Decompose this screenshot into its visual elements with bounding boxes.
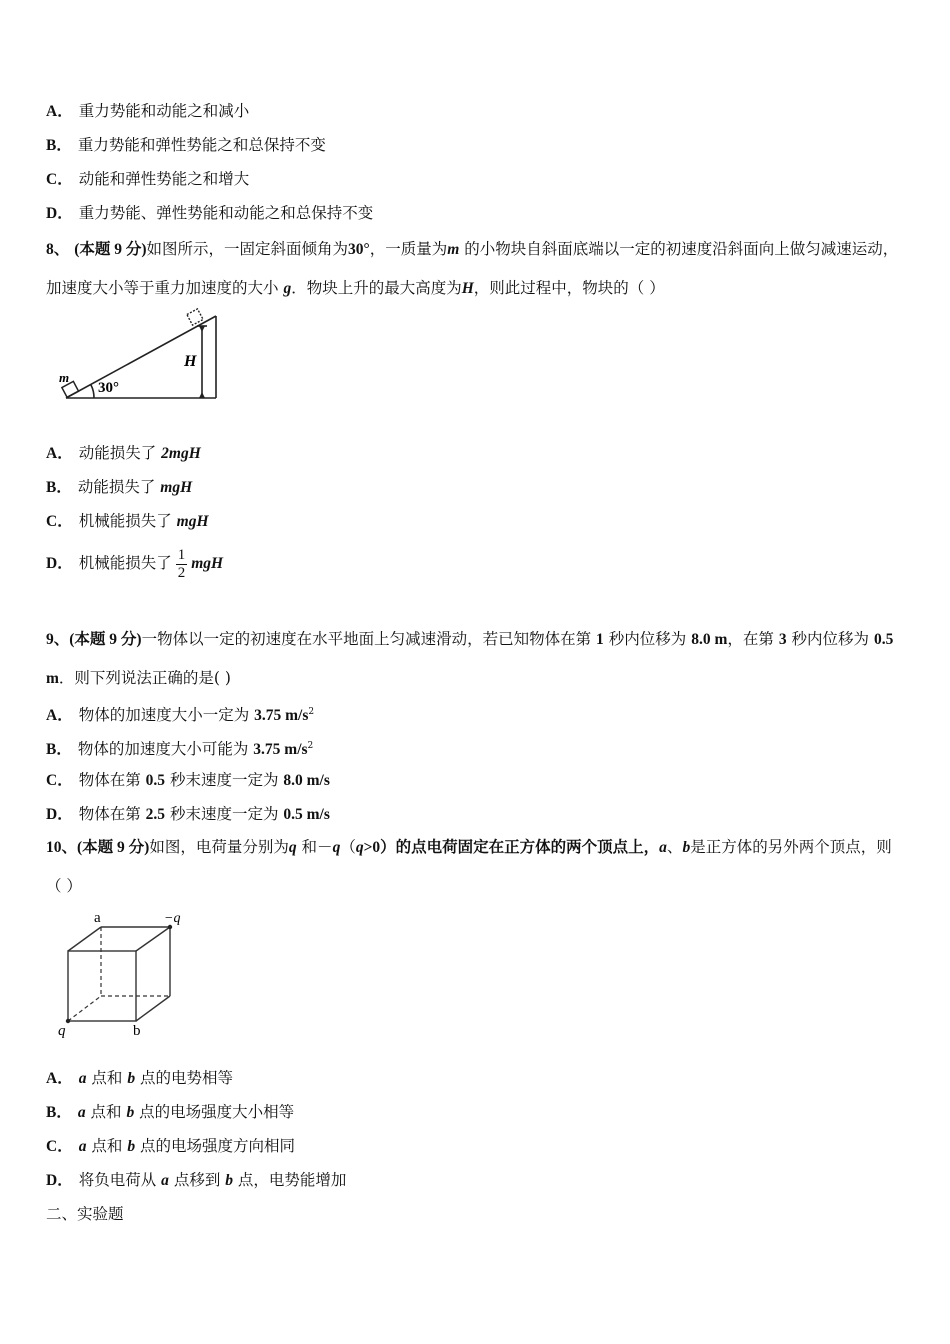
q7-option-d: D． 重力势能、弹性势能和动能之和总保持不变 [46,204,374,222]
charge-negative-label: −q [164,911,181,926]
q7-option-c: C． 动能和弹性势能之和增大 [46,170,250,188]
q9-stem: 9、(本题 9 分)一物体以一定的初速度在水平地面上匀减速滑动，若已知物体在第 1 秒内位移为 8.0 m，在第 3 秒内位移为 0.5 m．则下列说法正确的是( ) [46,630,894,687]
incline-figure [56,308,226,408]
q7-option-a: A． 重力势能和动能之和减小 [46,102,250,120]
vertex-b-label: b [133,1023,141,1039]
q8-option-c: C． 机械能损失了 mgH [46,512,209,530]
vertex-a-label: a [94,910,101,926]
q10-option-b: B． a 点和 b 点的电场强度大小相等 [46,1103,295,1121]
q8-option-a: A． 动能损失了 2mgH [46,444,201,462]
charge-positive-label: q [58,1023,66,1039]
q7-option-b: B． 重力势能和弹性势能之和总保持不变 [46,136,326,154]
angle-label: 30° [98,380,119,396]
q9-option-a: A． 物体的加速度大小一定为 3.75 $m/s^2$ [46,706,315,725]
q9-option-d: D． 物体在第 2.5 秒末速度一定为 0.5 m/s [46,805,330,823]
q10-option-a: A． a 点和 b 点的电势相等 [46,1069,233,1087]
q9-option-c: C． 物体在第 0.5 秒末速度一定为 8.0 m/s [46,771,330,789]
q10-option-d: D． 将负电荷从 a 点移到 b 点，电势能增加 [46,1171,347,1189]
q8-stem: 8、 (本题 9 分)如图所示，一固定斜面倾角为30°，一质量为m 的小物块自斜面底端以一定的初速度沿斜面向上做匀减速运动，加速度大小等于重力加速度的大小 g．物块上升的最大高度为H，则此过程中，物块的（ ） [46,240,899,297]
q10-stem: 10、(本题 9 分)如图，电荷量分别为q 和－q（q>0）的点电荷固定在正方体的两个顶点上，a、b是正方体的另外两个顶点，则（ ） [46,838,892,895]
cube-figure [54,910,194,1040]
charge-positive-dot [66,1019,70,1023]
height-label: H [184,353,197,370]
section-heading: 二、实验题 [46,1205,124,1223]
q10-option-c: C． a 点和 b 点的电场强度方向相同 [46,1137,295,1155]
block-top [187,309,203,325]
q9-option-b: B． 物体的加速度大小可能为 3.75 $m/s^2$ [46,740,314,759]
mass-label: m [59,370,70,385]
q8-option-b: B． 动能损失了 mgH [46,478,193,496]
q8-option-d: D． 机械能损失了 $\frac{1}{2}$ mgH [46,546,224,581]
fraction-half: $\frac{1}{2}$ [177,546,186,581]
